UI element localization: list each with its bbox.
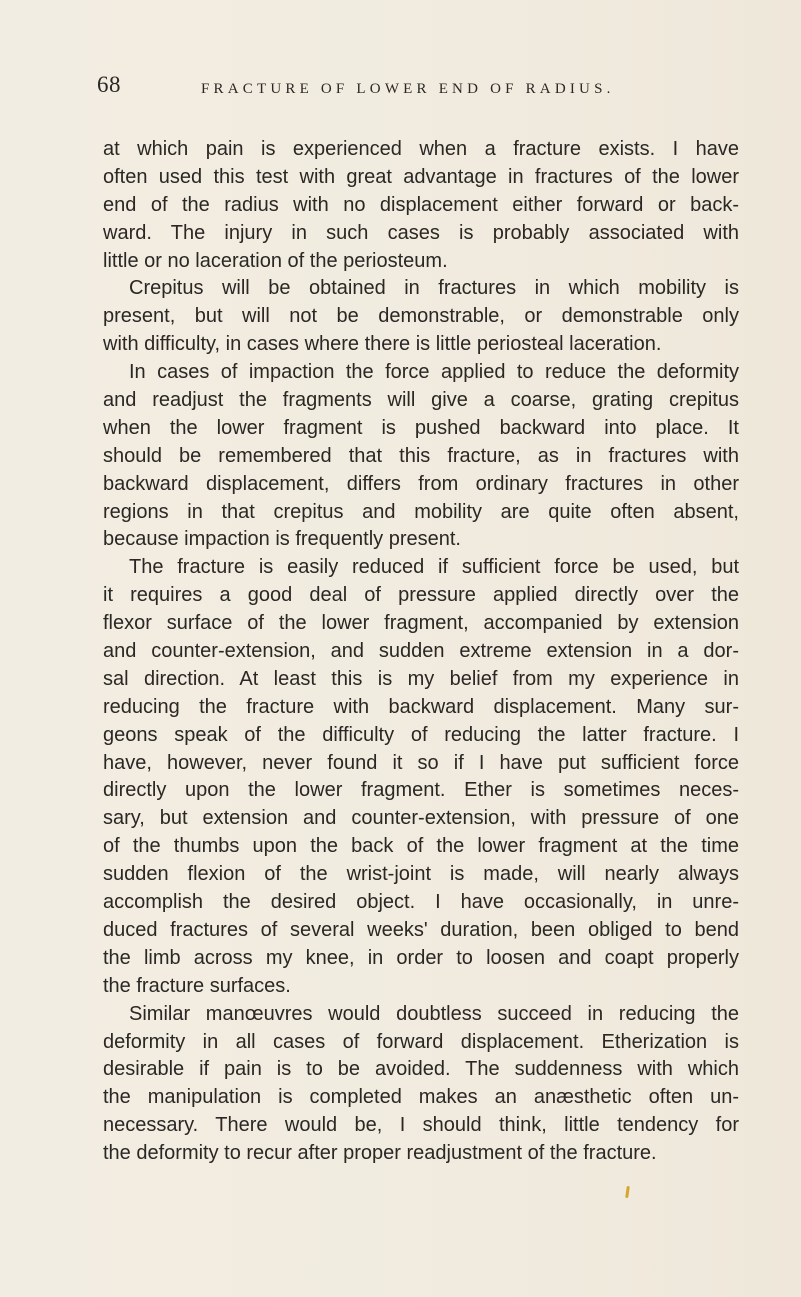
- text-line: the manipulation is completed makes an anæsthetic often un-: [103, 1086, 739, 1109]
- text-line: geons speak of the difficulty of reducing the latter fracture. I: [103, 723, 739, 746]
- text-line: and counter-extension, and sudden extreme extension in a dor-: [103, 640, 739, 663]
- page-number: 68: [97, 72, 121, 97]
- text-line: directly upon the lower fragment. Ether is sometimes neces-: [103, 779, 739, 802]
- text-line: backward displacement, differs from ordinary fractures in other: [103, 472, 739, 495]
- text-line: Crepitus will be obtained in fractures in which mobility is: [129, 277, 739, 300]
- running-head: FRACTURE OF LOWER END OF RADIUS.: [201, 81, 615, 97]
- text-line: reducing the fracture with backward displacement. Many sur-: [103, 695, 739, 718]
- text-line: should be remembered that this fracture, as in fractures with: [103, 444, 739, 467]
- text-line: at which pain is experienced when a fracture exists. I have: [103, 138, 739, 160]
- text-line: it requires a good deal of pressure applied directly over the: [103, 584, 739, 607]
- text-line: accomplish the desired object. I have occasionally, in unre-: [103, 891, 739, 914]
- text-line: necessary. There would be, I should think, little tendency for: [103, 1114, 739, 1137]
- text-line: the limb across my knee, in order to loosen and coapt properly: [103, 946, 739, 969]
- text-line: The fracture is easily reduced if sufficient force be used, but: [129, 556, 739, 579]
- body-text: [103, 136, 739, 1168]
- text-line: sal direction. At least this is my belief from my experience in: [103, 667, 739, 690]
- text-line: In cases of impaction the force applied to reduce the deformity: [129, 361, 739, 384]
- text-line: when the lower fragment is pushed backward into place. It: [103, 416, 739, 439]
- text-line: Similar manœuvres would doubtless succeed in reducing the: [129, 1002, 739, 1025]
- text-line: because impaction is frequently present.: [103, 528, 461, 551]
- text-line: ward. The injury in such cases is probably associated with: [103, 221, 739, 244]
- text-line: present, but will not be demonstrable, or demonstrable only: [103, 305, 739, 328]
- text-line: duced fractures of several weeks' duration, been obliged to bend: [103, 918, 739, 941]
- ink-mark: [625, 1186, 630, 1198]
- text-line: flexor surface of the lower fragment, accompanied by extension: [103, 612, 739, 635]
- text-line: of the thumbs upon the back of the lower fragment at the time: [103, 835, 739, 858]
- text-line: with difficulty, in cases where there is little periosteal laceration.: [103, 333, 662, 356]
- text-line: often used this test with great advantage in fractures of the lower: [103, 165, 739, 188]
- text-line: regions in that crepitus and mobility are quite often absent,: [103, 500, 739, 523]
- text-line: desirable if pain is to be avoided. The suddenness with which: [103, 1058, 739, 1081]
- text-line: have, however, never found it so if I have put sufficient force: [103, 751, 739, 774]
- text-line: end of the radius with no displacement either forward or back-: [103, 193, 739, 216]
- text-line: deformity in all cases of forward displacement. Etherization is: [103, 1030, 739, 1053]
- text-line: sudden flexion of the wrist-joint is made, will nearly always: [103, 863, 739, 886]
- text-line: and readjust the fragments will give a coarse, grating crepitus: [103, 389, 739, 412]
- text-line: little or no laceration of the periosteum.: [103, 249, 448, 272]
- page-header: [97, 72, 717, 102]
- text-line: the deformity to recur after proper readjustment of the fracture.: [103, 1142, 657, 1165]
- text-line: the fracture surfaces.: [103, 974, 291, 997]
- text-line: sary, but extension and counter-extension, with pressure of one: [103, 807, 739, 830]
